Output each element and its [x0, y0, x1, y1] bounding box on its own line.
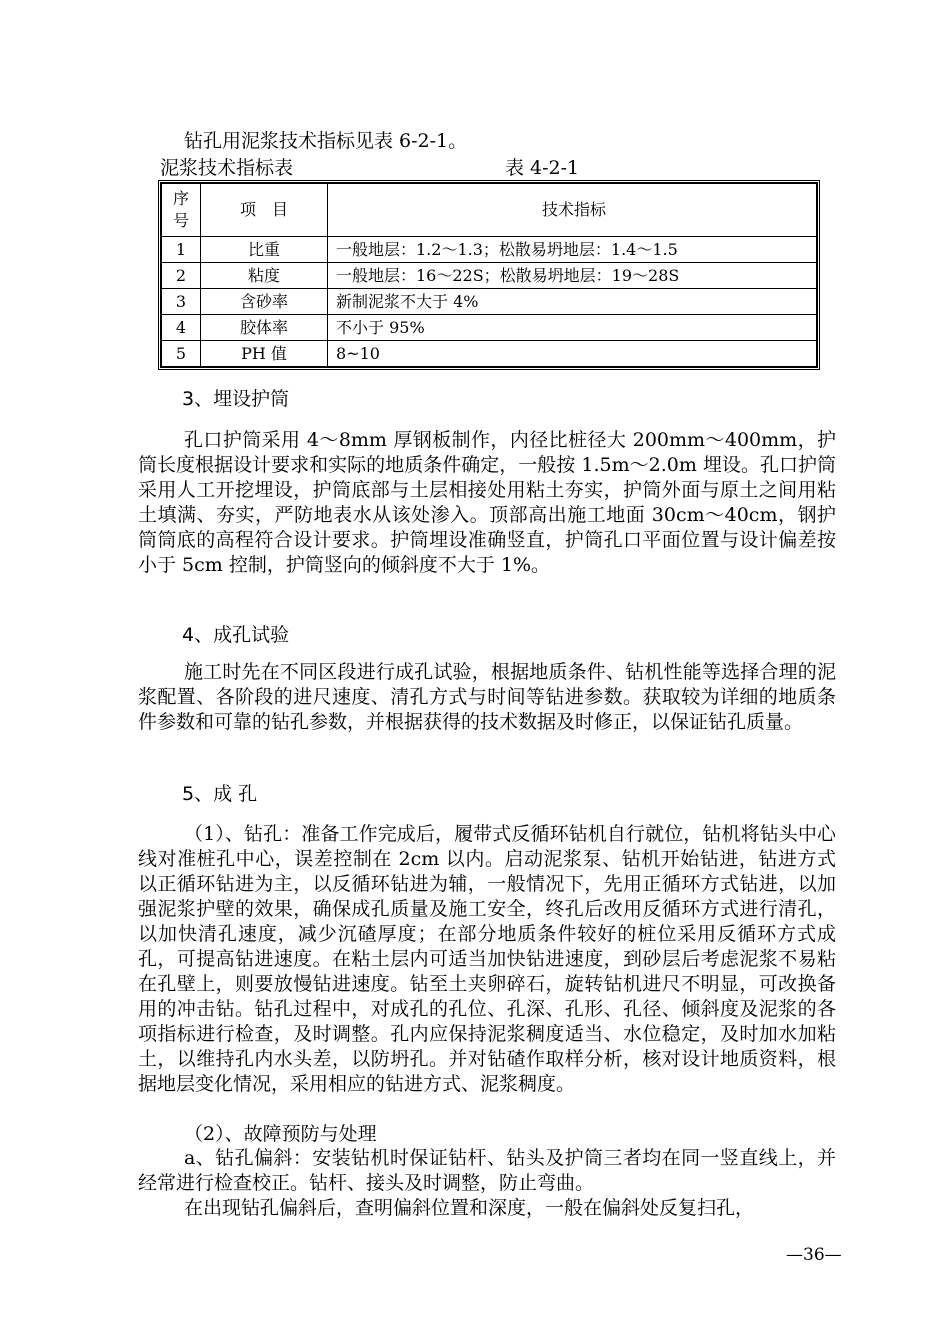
paragraph-drilling: （1）、钻孔：准备工作完成后，履带式反循环钻机自行就位，钻机将钻头中心线对准桩孔中心，误差控制在 2cm 以内。启动泥浆泵、钻机开始钻进，钻进方式以正循环钻进为主，以反循环钻进为辅，一般情况下，先用正循环方式钻进，以加强泥浆护壁的效果，确保成孔质量及施工安全，终孔后改用反循环方式进行清孔，以加快清孔速度，减少沉碴厚度；在部分地质条件较好的桩位采用反循环方式成孔，可提高钻进速度。在粘土层内可适当加快钻进速度，到砂层后考虑泥浆不易粘在孔壁上，则要放慢钻进速度。钻至土夹卵碎石，旋转钻机进尺不明显，可改换备用的冲击钻。钻孔过程中，对成孔的孔位、孔深、孔形、孔径、倾斜度及泥浆的各项指标进行检查，及时调整。孔内应保持泥浆稠度适当、水位稳定，及时加水加粘土，以维持孔内水头差，以防坍孔。并对钻碴作取样分析，核对设计地质资料，根据地层变化情况，采用相应的钻进方式、泥浆稠度。	[138, 823, 836, 1095]
table-row	[162, 263, 817, 289]
cell-item: PH 值	[201, 341, 328, 367]
cell-no: 5	[162, 341, 201, 367]
cell-no: 3	[162, 289, 201, 315]
section-heading-casing: 3、埋设护筒	[182, 388, 290, 410]
cell-item: 比重	[201, 237, 328, 263]
table-row	[162, 289, 817, 315]
cell-no: 1	[162, 237, 201, 263]
cell-value: 8~10	[328, 341, 817, 367]
table-row	[162, 341, 817, 367]
paragraph-fault-heading: （2）、故障预防与处理	[184, 1123, 377, 1145]
table-header-row	[162, 184, 817, 237]
table-row	[162, 315, 817, 341]
paragraph-deviation-fix: 在出现钻孔偏斜后，查明偏斜位置和深度，一般在偏斜处反复扫孔，	[184, 1197, 755, 1219]
header-value: 技术指标	[328, 184, 817, 237]
page-number: —36—	[786, 1245, 842, 1265]
mud-spec-table	[158, 180, 820, 370]
section-heading-trial: 4、成孔试验	[182, 624, 290, 646]
cell-item: 粘度	[201, 263, 328, 289]
cell-item: 胶体率	[201, 315, 328, 341]
paragraph-casing: 孔口护筒采用 4～8mm 厚钢板制作，内径比桩径大 200mm～400mm，护筒长度根据设计要求和实际的地质条件确定，一般按 1.5m～2.0m 埋设。孔口护筒采用人工开挖埋设，护筒底部与土层相接处用粘土夯实，护筒外面与原土之间用粘土填满、夯实，严防地表水从该处渗入。顶部高出施工地面 30cm～40cm，钢护筒筒底的高程符合设计要求。护筒埋设准确竖直，护筒孔口平面位置与设计偏差按小于 5cm 控制，护筒竖向的倾斜度不大于 1%。	[138, 429, 836, 576]
section-heading-drilling: 5、成 孔	[182, 783, 258, 805]
header-item: 项 目	[201, 184, 328, 237]
cell-no: 4	[162, 315, 201, 341]
table-reference-text: 钻孔用泥浆技术指标见表 6-2-1。	[184, 130, 468, 152]
paragraph-trial: 施工时先在不同区段进行成孔试验，根据地质条件、钻机性能等选择合理的泥浆配置、各阶段的进尺速度、清孔方式与时间等钻进参数。获取较为详细的地质条件参数和可靠的钻孔参数，并根据获得的技术数据及时修正，以保证钻孔质量。	[138, 661, 836, 733]
header-no: 序号	[162, 184, 201, 237]
cell-no: 2	[162, 263, 201, 289]
cell-item: 含砂率	[201, 289, 328, 315]
cell-value: 不小于 95%	[328, 315, 817, 341]
paragraph-deviation: a、钻孔偏斜：安装钻机时保证钻杆、钻头及护筒三者均在同一竖直线上，并经常进行检查校正。钻杆、接头及时调整，防止弯曲。	[138, 1147, 836, 1194]
cell-value: 新制泥浆不大于 4%	[328, 289, 817, 315]
table-row	[162, 237, 817, 263]
cell-value: 一般地层：16～22S；松散易坍地层：19～28S	[328, 263, 817, 289]
table-number: 表 4-2-1	[505, 157, 580, 179]
table-caption: 泥浆技术指标表	[160, 157, 294, 179]
cell-value: 一般地层：1.2～1.3；松散易坍地层：1.4～1.5	[328, 237, 817, 263]
